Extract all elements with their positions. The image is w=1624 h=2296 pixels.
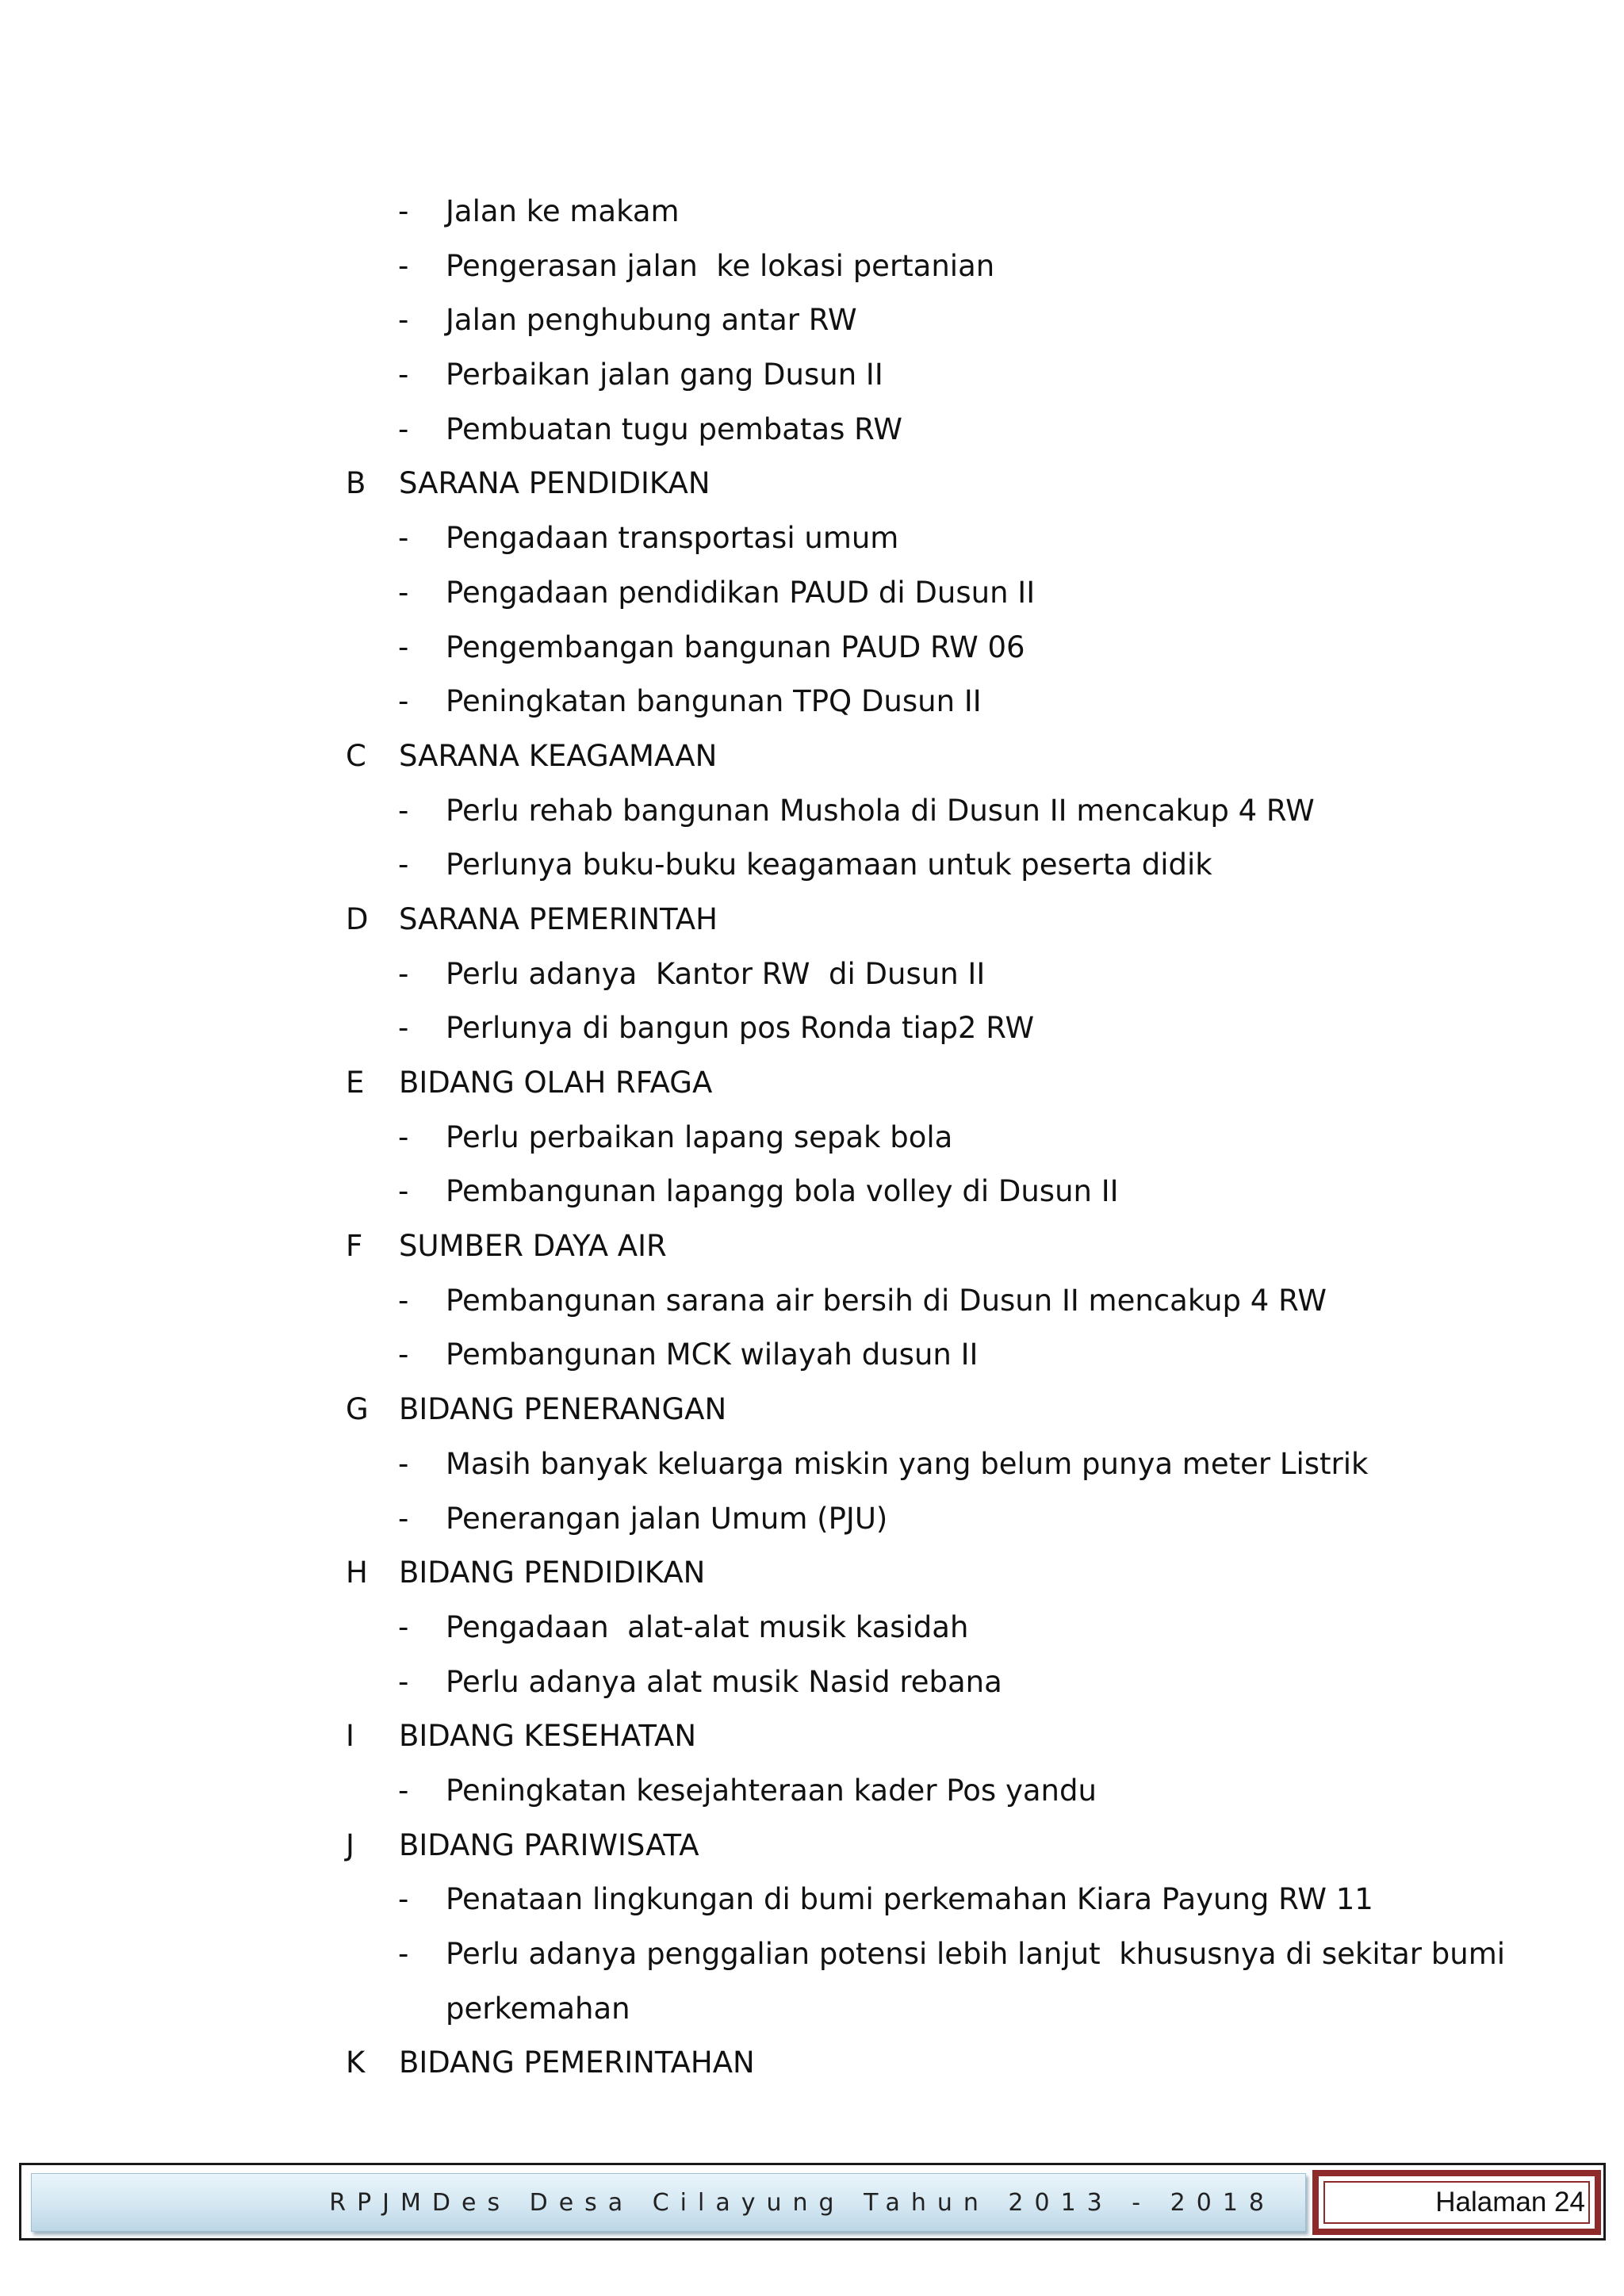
footer-title-band bbox=[31, 2173, 1306, 2232]
outline-list bbox=[0, 185, 1624, 2091]
section-heading bbox=[0, 1219, 1624, 1274]
bullet-dash: - bbox=[398, 1773, 409, 1808]
list-item-text: Pembangunan sarana air bersih di Dusun II mencakup 4 RW bbox=[446, 1283, 1327, 1318]
page-footer bbox=[19, 2163, 1606, 2241]
section-letter: B bbox=[346, 466, 366, 501]
section-title: SARANA PENDIDIKAN bbox=[399, 466, 710, 501]
list-item-text: Perlu adanya alat musik Nasid rebana bbox=[446, 1664, 1002, 1699]
list-item-text: Pembangunan lapangg bola volley di Dusun II bbox=[446, 1174, 1119, 1209]
bullet-dash: - bbox=[398, 1174, 409, 1209]
list-item bbox=[0, 621, 1624, 675]
bullet-dash: - bbox=[398, 1882, 409, 1917]
list-item-text: Perlu perbaikan lapang sepak bola bbox=[446, 1119, 953, 1154]
list-item-text: Pengadaan transportasi umum bbox=[446, 521, 899, 556]
bullet-dash: - bbox=[398, 793, 409, 828]
section-title: SUMBER DAYA AIR bbox=[399, 1229, 667, 1264]
bullet-dash: - bbox=[398, 1011, 409, 1046]
footer-document-title: RPJMDes Desa Cilayung Tahun 2013 - 2018 bbox=[329, 2189, 1275, 2217]
section-letter: F bbox=[346, 1229, 363, 1264]
section-letter: I bbox=[346, 1719, 354, 1754]
bullet-dash: - bbox=[398, 1337, 409, 1372]
list-item bbox=[0, 566, 1624, 621]
list-item bbox=[0, 1165, 1624, 1219]
section-letter: C bbox=[346, 738, 366, 773]
list-item bbox=[0, 1601, 1624, 1655]
bullet-dash: - bbox=[398, 575, 409, 610]
section-letter: D bbox=[346, 901, 369, 936]
bullet-dash: - bbox=[398, 1119, 409, 1154]
list-item-text: Perlunya buku-buku keagamaan untuk peserta didik bbox=[446, 848, 1212, 882]
list-item-text: Perlu rehab bangunan Mushola di Dusun II mencakup 4 RW bbox=[446, 793, 1315, 828]
section-heading bbox=[0, 1056, 1624, 1111]
bullet-dash: - bbox=[398, 1446, 409, 1481]
list-item-text: Masih banyak keluarga miskin yang belum punya meter Listrik bbox=[446, 1446, 1369, 1481]
section-heading bbox=[0, 2036, 1624, 2091]
list-item-text: Peningkatan kesejahteraan kader Pos yandu bbox=[446, 1773, 1097, 1808]
section-heading bbox=[0, 729, 1624, 784]
list-item bbox=[0, 838, 1624, 893]
bullet-dash: - bbox=[398, 1937, 409, 1971]
list-item-text: Pembangunan MCK wilayah dusun II bbox=[446, 1337, 979, 1372]
list-item-text: Jalan penghubung antar RW bbox=[446, 303, 857, 338]
page-number: Halaman 24 bbox=[1435, 2187, 1585, 2218]
list-item-text: Perbaikan jalan gang Dusun II bbox=[446, 358, 883, 392]
list-item bbox=[0, 1764, 1624, 1819]
bullet-dash: - bbox=[398, 1664, 409, 1699]
list-item-text: Perlunya di bangun pos Ronda tiap2 RW bbox=[446, 1011, 1035, 1046]
list-item-text: Penerangan jalan Umum (PJU) bbox=[446, 1501, 888, 1536]
section-title: BIDANG PARIWISATA bbox=[399, 1827, 699, 1862]
list-item bbox=[0, 1001, 1624, 1056]
list-item bbox=[0, 239, 1624, 294]
list-item-text: Jalan ke makam bbox=[446, 194, 680, 228]
bullet-dash: - bbox=[398, 1283, 409, 1318]
section-heading bbox=[0, 457, 1624, 511]
footer-page-box bbox=[1312, 2170, 1601, 2235]
bullet-dash: - bbox=[398, 629, 409, 664]
section-heading bbox=[0, 1709, 1624, 1764]
list-item bbox=[0, 675, 1624, 729]
section-title: BIDANG PENERANGAN bbox=[399, 1392, 727, 1427]
list-item bbox=[0, 1873, 1624, 1927]
bullet-dash: - bbox=[398, 1609, 409, 1644]
footer-page-inner-frame bbox=[1323, 2181, 1590, 2224]
section-heading bbox=[0, 1383, 1624, 1437]
bullet-dash: - bbox=[398, 521, 409, 556]
list-item bbox=[0, 293, 1624, 348]
bullet-dash: - bbox=[398, 194, 409, 228]
list-item-text: Pembuatan tugu pembatas RW bbox=[446, 411, 902, 446]
list-item bbox=[0, 1655, 1624, 1710]
list-item-text: Pengerasan jalan ke lokasi pertanian bbox=[446, 248, 995, 283]
bullet-dash: - bbox=[398, 956, 409, 991]
section-title: BIDANG KESEHATAN bbox=[399, 1719, 697, 1754]
bullet-dash: - bbox=[398, 248, 409, 283]
bullet-dash: - bbox=[398, 848, 409, 882]
section-title: BIDANG PEMERINTAHAN bbox=[399, 2045, 755, 2080]
list-item bbox=[0, 185, 1624, 239]
bullet-dash: - bbox=[398, 358, 409, 392]
section-title: BIDANG OLAH RFAGA bbox=[399, 1066, 713, 1100]
section-title: SARANA KEAGAMAAN bbox=[399, 738, 718, 773]
list-item-text: perkemahan bbox=[446, 1991, 630, 2026]
list-item bbox=[0, 348, 1624, 403]
list-item bbox=[0, 1492, 1624, 1547]
list-item bbox=[0, 511, 1624, 566]
section-heading bbox=[0, 1819, 1624, 1873]
list-item bbox=[0, 1111, 1624, 1165]
list-item bbox=[0, 1437, 1624, 1492]
bullet-dash: - bbox=[398, 684, 409, 719]
list-item-text: Pengembangan bangunan PAUD RW 06 bbox=[446, 629, 1025, 664]
list-item bbox=[0, 947, 1624, 1002]
section-heading bbox=[0, 1546, 1624, 1601]
bullet-dash: - bbox=[398, 1501, 409, 1536]
list-item-text: Perlu adanya Kantor RW di Dusun II bbox=[446, 956, 986, 991]
bullet-dash: - bbox=[398, 303, 409, 338]
list-item-text: Perlu adanya penggalian potensi lebih lanjut khususnya di sekitar bumi bbox=[446, 1937, 1506, 1971]
list-item bbox=[0, 1927, 1624, 1982]
section-heading bbox=[0, 893, 1624, 947]
section-letter: E bbox=[346, 1066, 365, 1100]
section-title: SARANA PEMERINTAH bbox=[399, 901, 718, 936]
list-item bbox=[0, 1274, 1624, 1329]
list-item bbox=[0, 1328, 1624, 1383]
section-letter: J bbox=[346, 1827, 354, 1862]
list-item-text: Peningkatan bangunan TPQ Dusun II bbox=[446, 684, 982, 719]
list-item-continuation bbox=[0, 1982, 1624, 2037]
list-item bbox=[0, 403, 1624, 457]
list-item-text: Penataan lingkungan di bumi perkemahan Kiara Payung RW 11 bbox=[446, 1882, 1373, 1917]
section-title: BIDANG PENDIDIKAN bbox=[399, 1556, 706, 1590]
bullet-dash: - bbox=[398, 411, 409, 446]
list-item-text: Pengadaan alat-alat musik kasidah bbox=[446, 1609, 969, 1644]
list-item bbox=[0, 784, 1624, 839]
section-letter: G bbox=[346, 1392, 369, 1427]
section-letter: K bbox=[346, 2045, 366, 2080]
list-item-text: Pengadaan pendidikan PAUD di Dusun II bbox=[446, 575, 1036, 610]
section-letter: H bbox=[346, 1556, 368, 1590]
